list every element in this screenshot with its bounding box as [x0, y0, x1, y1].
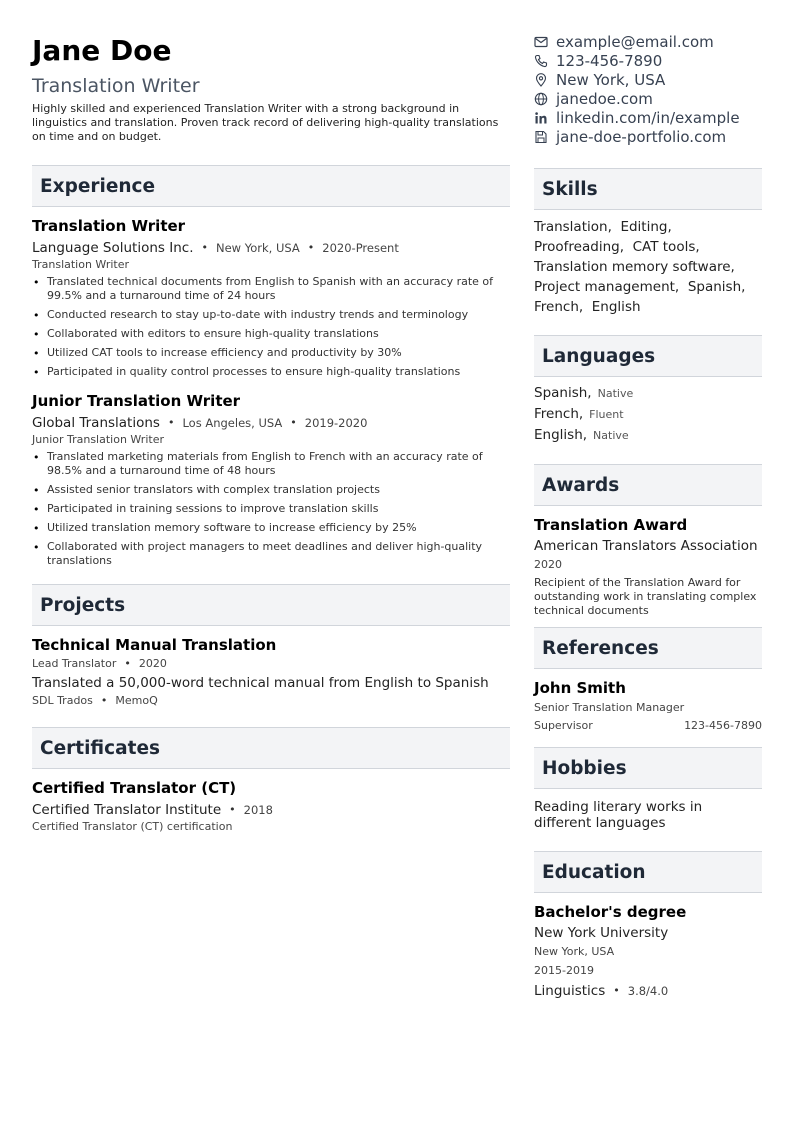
job-title: Junior Translation Writer [32, 392, 241, 410]
contact-website-text: janedoe.com [556, 89, 653, 108]
person-title: Translation Writer [32, 75, 200, 97]
job-company: Global Translations [32, 415, 160, 431]
right-column [534, 32, 762, 1000]
list-item: • Translated technical documents from English to Spanish with an accuracy rate of 99.5% and a turnaround time of 24 hours [32, 275, 510, 303]
contact-email[interactable] [534, 32, 762, 51]
skill-item: Translation, [534, 219, 612, 235]
separator-dot: • [229, 803, 236, 816]
hobby-item: Reading literary works in different languages [534, 799, 703, 831]
separator-dot: • [613, 984, 620, 997]
contact-phone[interactable] [534, 51, 762, 70]
skill-item: Editing, [620, 219, 672, 235]
project-role: Lead Translator [32, 657, 117, 670]
skill-item: Translation memory software, [534, 259, 735, 275]
contact-linkedin-text: linkedin.com/in/example [556, 108, 740, 127]
project-tool: MemoQ [115, 694, 158, 707]
certificate-issuer: Certified Translator Institute [32, 802, 222, 818]
resume-page [32, 32, 762, 1092]
contact-linkedin[interactable] [534, 108, 762, 127]
list-item: • Participated in quality control processes to ensure high-quality translations [32, 365, 510, 379]
list-item: • Utilized translation memory software to increase efficiency by 25% [32, 521, 510, 535]
separator-dot: • [100, 694, 108, 707]
globe-icon [534, 92, 548, 106]
section-hobbies-heading: Hobbies [534, 747, 762, 789]
skill-item: Spanish, [687, 279, 746, 295]
skill-item: French, [534, 299, 584, 315]
section-skills-heading: Skills [534, 168, 762, 210]
section-education-heading: Education [534, 851, 762, 893]
job-dates: 2019-2020 [304, 416, 368, 430]
certificate-meta [32, 801, 510, 819]
certificate-year: 2018 [243, 803, 273, 817]
list-item: • Conducted research to stay up-to-date with industry trends and terminology [32, 308, 510, 322]
contact-website[interactable] [534, 89, 762, 108]
list-item: • Participated in training sessions to improve translation skills [32, 502, 510, 516]
project-year: 2020 [138, 657, 167, 670]
project-title: Technical Manual Translation [32, 636, 277, 654]
job-meta [32, 239, 510, 257]
project-description: Translated a 50,000-word technical manual from English to Spanish [32, 675, 489, 691]
job-title: Translation Writer [32, 217, 186, 235]
list-item: • Assisted senior translators with complex translation projects [32, 483, 510, 497]
skill-item: English [591, 299, 641, 315]
skill-item: Proofreading, [534, 239, 625, 255]
reference-relation: Supervisor [534, 719, 593, 732]
separator-dot: • [290, 416, 297, 429]
experience-item [32, 217, 510, 379]
separator-dot: • [167, 416, 175, 429]
mail-icon [534, 35, 548, 49]
award-year: 2020 [534, 558, 562, 571]
education-dates: 2015-2019 [534, 964, 594, 977]
contact-phone-text: 123-456-7890 [556, 51, 663, 70]
contact-location [534, 70, 762, 89]
contact-portfolio[interactable] [534, 127, 762, 146]
education-field-row [534, 982, 762, 1000]
portfolio-icon [534, 130, 548, 144]
project-tool: SDL Trados [32, 694, 93, 707]
award-org: American Translators Association [534, 538, 758, 554]
person-name: Jane Doe [32, 34, 172, 67]
education-degree: Bachelor's degree [534, 903, 687, 921]
section-experience-heading: Experience [32, 165, 510, 207]
language-item: Spanish, Native [534, 385, 634, 401]
award-description: Recipient of the Translation Award for outstanding work in translating complex technical documents [534, 576, 757, 617]
contact-location-text: New York, USA [556, 70, 666, 89]
list-item: • Collaborated with editors to ensure high-quality translations [32, 327, 510, 341]
left-column [32, 32, 510, 834]
skill-item: Project management, [534, 279, 680, 295]
list-item: • Translated marketing materials from English to French with an accuracy rate of 98.5% and a turnaround time of 48 hours [32, 450, 510, 478]
separator-dot: • [124, 657, 131, 670]
job-location: Los Angeles, USA [182, 416, 283, 430]
separator-dot: • [201, 241, 208, 254]
separator-dot: • [307, 241, 315, 254]
language-level: Native [597, 387, 634, 400]
reference-item [534, 679, 762, 733]
award-title: Translation Award [534, 516, 688, 534]
language-level: Fluent [589, 408, 624, 421]
list-item: • Utilized CAT tools to increase efficiency and productivity by 30% [32, 346, 510, 360]
certificate-description: Certified Translator (CT) certification [32, 820, 233, 833]
job-company: Language Solutions Inc. [32, 240, 194, 256]
certificate-title: Certified Translator (CT) [32, 779, 237, 797]
language-level: Native [593, 429, 629, 442]
job-bullets [32, 450, 510, 568]
list-item: • Collaborated with project managers to meet deadlines and deliver high-quality translations [32, 540, 510, 568]
language-item: English, Native [534, 427, 629, 443]
project-tools [32, 694, 510, 708]
education-school: New York University [534, 925, 669, 941]
section-languages-heading: Languages [534, 335, 762, 377]
certificate-item [32, 779, 510, 834]
skill-item: CAT tools, [632, 239, 700, 255]
reference-name: John Smith [534, 679, 626, 697]
contact-portfolio-text: jane-doe-portfolio.com [556, 127, 727, 146]
language-item: French, Fluent [534, 406, 624, 422]
project-meta [32, 657, 510, 671]
experience-item [32, 392, 510, 568]
languages-list [534, 383, 762, 446]
job-role: Translation Writer [32, 258, 129, 271]
job-role: Junior Translation Writer [32, 433, 164, 446]
education-location: New York, USA [534, 945, 615, 958]
section-references-heading: References [534, 627, 762, 669]
job-dates: 2020-Present [322, 241, 399, 255]
contact-list [534, 32, 762, 146]
location-pin-icon [534, 73, 548, 87]
linkedin-icon [534, 111, 548, 125]
job-bullets [32, 275, 510, 379]
award-item [534, 516, 762, 618]
contact-email-text: example@email.com [556, 32, 714, 51]
job-meta [32, 414, 510, 432]
summary: Highly skilled and experienced Translation Writer with a strong background in linguistics and translation. Proven track record of delivering high-quality translations on time and on budget. [32, 102, 499, 143]
reference-phone: 123-456-7890 [684, 719, 762, 732]
education-gpa: 3.8/4.0 [627, 984, 669, 998]
section-projects-heading: Projects [32, 584, 510, 626]
education-item [534, 903, 762, 1000]
education-field: Linguistics [534, 983, 606, 999]
reference-position: Senior Translation Manager [534, 701, 685, 714]
section-awards-heading: Awards [534, 464, 762, 506]
phone-icon [534, 54, 548, 68]
reference-contact [534, 719, 762, 733]
skills-list [534, 217, 762, 317]
project-item [32, 636, 510, 708]
job-location: New York, USA [216, 241, 300, 255]
section-certificates-heading: Certificates [32, 727, 510, 769]
